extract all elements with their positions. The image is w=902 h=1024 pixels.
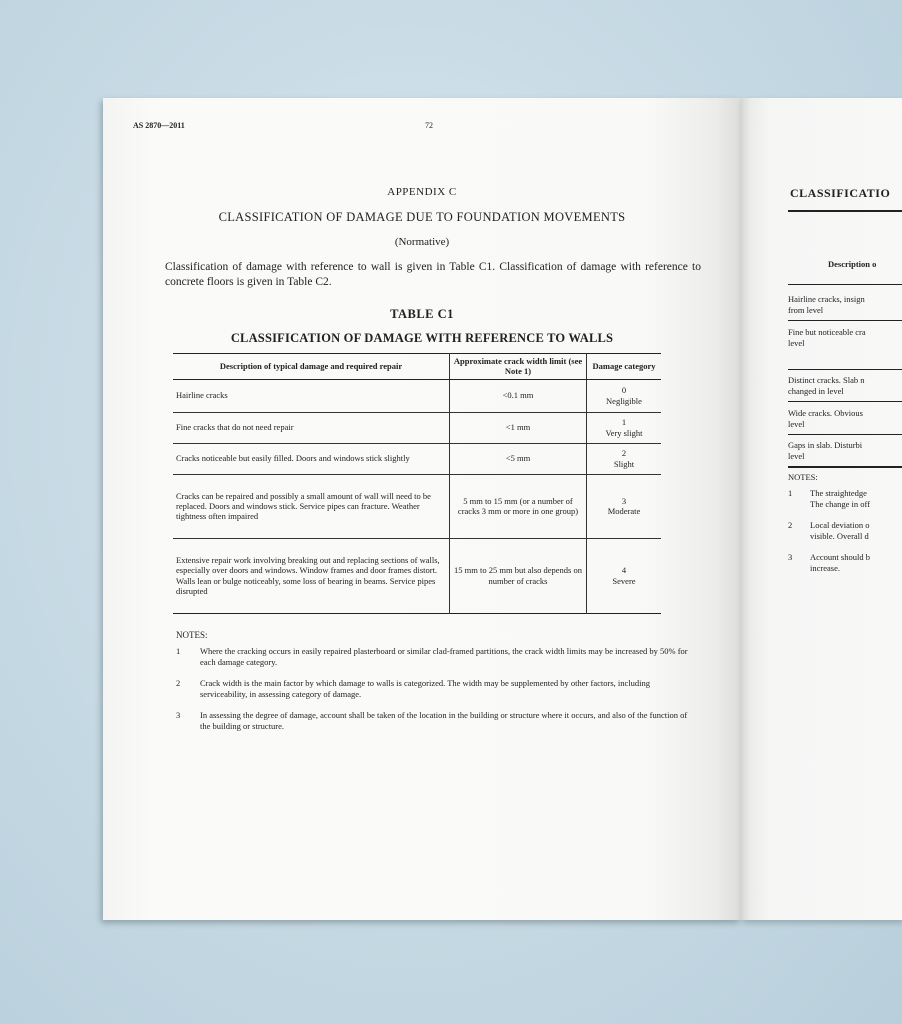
table-rule <box>788 434 902 435</box>
row-line: Gaps in slab. Disturbi <box>788 440 863 450</box>
category-name: Very slight <box>605 427 643 438</box>
crack-width: <0.1 mm <box>450 379 587 412</box>
note-text: Where the cracking occurs in easily repaired plasterboard or similar clad-framed partitions, the crack width limits may be increased by 50% for each damage category. <box>200 646 688 667</box>
note-number: 3 <box>176 710 181 720</box>
category-name: Severe <box>612 575 636 586</box>
note-line: Account should b <box>810 552 870 562</box>
note-text: In assessing the degree of damage, account shall be taken of the location in the building or structure where it occurs, and also of the function of the building or structure. <box>200 710 688 731</box>
table-rule <box>788 320 902 321</box>
table-row <box>173 474 661 538</box>
notes-heading: NOTES: <box>176 630 208 640</box>
appendix-heading: APPENDIX C <box>387 186 457 198</box>
row-line: level <box>788 338 805 348</box>
table-row <box>173 443 661 474</box>
category-number: 3 <box>621 495 627 506</box>
note-number: 3 <box>788 552 793 562</box>
note-line: increase. <box>810 563 840 573</box>
note-item <box>176 646 696 670</box>
note-line: The straightedge <box>810 488 867 498</box>
note-item <box>788 520 869 542</box>
table-header-row <box>173 354 661 380</box>
category-name: Moderate <box>607 506 641 517</box>
note-number: 2 <box>176 678 181 688</box>
note-item <box>788 488 870 510</box>
standard-number: AS 2870—2011 <box>133 121 185 130</box>
damage-category <box>587 412 662 443</box>
note-line: visible. Overall d <box>810 531 869 541</box>
crack-width: 15 mm to 25 mm but also depends on number of cracks <box>450 538 587 613</box>
right-page-title: CLASSIFICATIO <box>790 186 891 200</box>
table-row <box>173 538 661 613</box>
row-line: level <box>788 419 805 429</box>
note-item <box>176 678 696 702</box>
row-line: from level <box>788 305 824 315</box>
table-row <box>173 379 661 412</box>
row-line: Fine but noticeable cra <box>788 327 866 337</box>
damage-description: Extensive repair work involving breaking out and replacing sections of walls, especially over doors and windows. Window frames and door frames distort. Walls lean or bulge noticeably, some loss of bearing in beams. Service pipes disrupted <box>173 538 450 613</box>
category-number: 2 <box>621 448 627 459</box>
table-rule <box>788 466 902 468</box>
category-number: 0 <box>621 385 627 396</box>
damage-table <box>173 353 661 614</box>
table-title: TABLE C1 <box>390 307 454 321</box>
table-row <box>788 408 863 430</box>
note-number: 1 <box>176 646 181 656</box>
damage-category <box>587 379 662 412</box>
damage-description: Fine cracks that do not need repair <box>173 412 450 443</box>
table-subtitle: CLASSIFICATION OF DAMAGE WITH REFERENCE TO WALLS <box>230 331 614 345</box>
page-title: CLASSIFICATION OF DAMAGE DUE TO FOUNDATION MOVEMENTS <box>218 210 626 224</box>
crack-width: 5 mm to 15 mm (or a number of cracks 3 mm or more in one group) <box>450 474 587 538</box>
page-number: 72 <box>425 121 433 130</box>
table-row <box>788 440 862 462</box>
right-page <box>741 98 902 920</box>
column-header: Approximate crack width limit (see Note 1) <box>450 354 587 380</box>
note-number: 2 <box>788 520 793 530</box>
note-item <box>788 552 870 574</box>
category-number: 1 <box>621 417 627 428</box>
notes-heading: NOTES: <box>788 472 818 482</box>
damage-description: Cracks can be repaired and possibly a small amount of wall will need to be replaced. Doors and windows stick. Service pipes can fracture. Weather tightness often impaired <box>173 474 450 538</box>
row-line: Hairline cracks, insign <box>788 294 865 304</box>
intro-paragraph: Classification of damage with reference to wall is given in Table C1. Classification of damage with reference to concrete floors is given in Table C2. <box>165 261 701 288</box>
note-line: Local deviation o <box>810 520 870 530</box>
table-row <box>788 327 866 349</box>
category-number: 4 <box>621 565 627 576</box>
note-item <box>176 710 696 734</box>
category-name: Slight <box>613 458 635 469</box>
column-header: Description o <box>828 259 877 269</box>
category-name: Negligible <box>606 395 642 406</box>
row-line: Wide cracks. Obvious <box>788 408 863 418</box>
row-line: changed in level <box>788 386 844 396</box>
row-line: level <box>788 451 805 461</box>
open-book <box>103 98 902 920</box>
normative-label: (Normative) <box>394 236 450 248</box>
crack-width: <5 mm <box>450 443 587 474</box>
damage-description: Hairline cracks <box>173 379 450 412</box>
table-rule <box>788 284 902 285</box>
column-header: Damage category <box>587 354 662 380</box>
damage-category <box>587 443 662 474</box>
table-row <box>788 375 864 397</box>
damage-category <box>587 474 662 538</box>
crack-width: <1 mm <box>450 412 587 443</box>
note-text: Crack width is the main factor by which damage to walls is categorized. The width may be supplemented by other factors, including serviceability, in assessing category of damage. <box>200 678 650 699</box>
note-line: The change in off <box>810 499 871 509</box>
left-page <box>103 98 741 920</box>
table-rule <box>788 401 902 402</box>
note-number: 1 <box>788 488 793 498</box>
table-rule <box>788 369 902 370</box>
damage-category <box>587 538 662 613</box>
table-rule <box>788 210 902 212</box>
table-row <box>173 412 661 443</box>
damage-description: Cracks noticeable but easily filled. Doors and windows stick slightly <box>173 443 450 474</box>
column-header: Description of typical damage and required repair <box>173 354 450 380</box>
table-row <box>788 294 865 316</box>
row-line: Distinct cracks. Slab n <box>788 375 865 385</box>
